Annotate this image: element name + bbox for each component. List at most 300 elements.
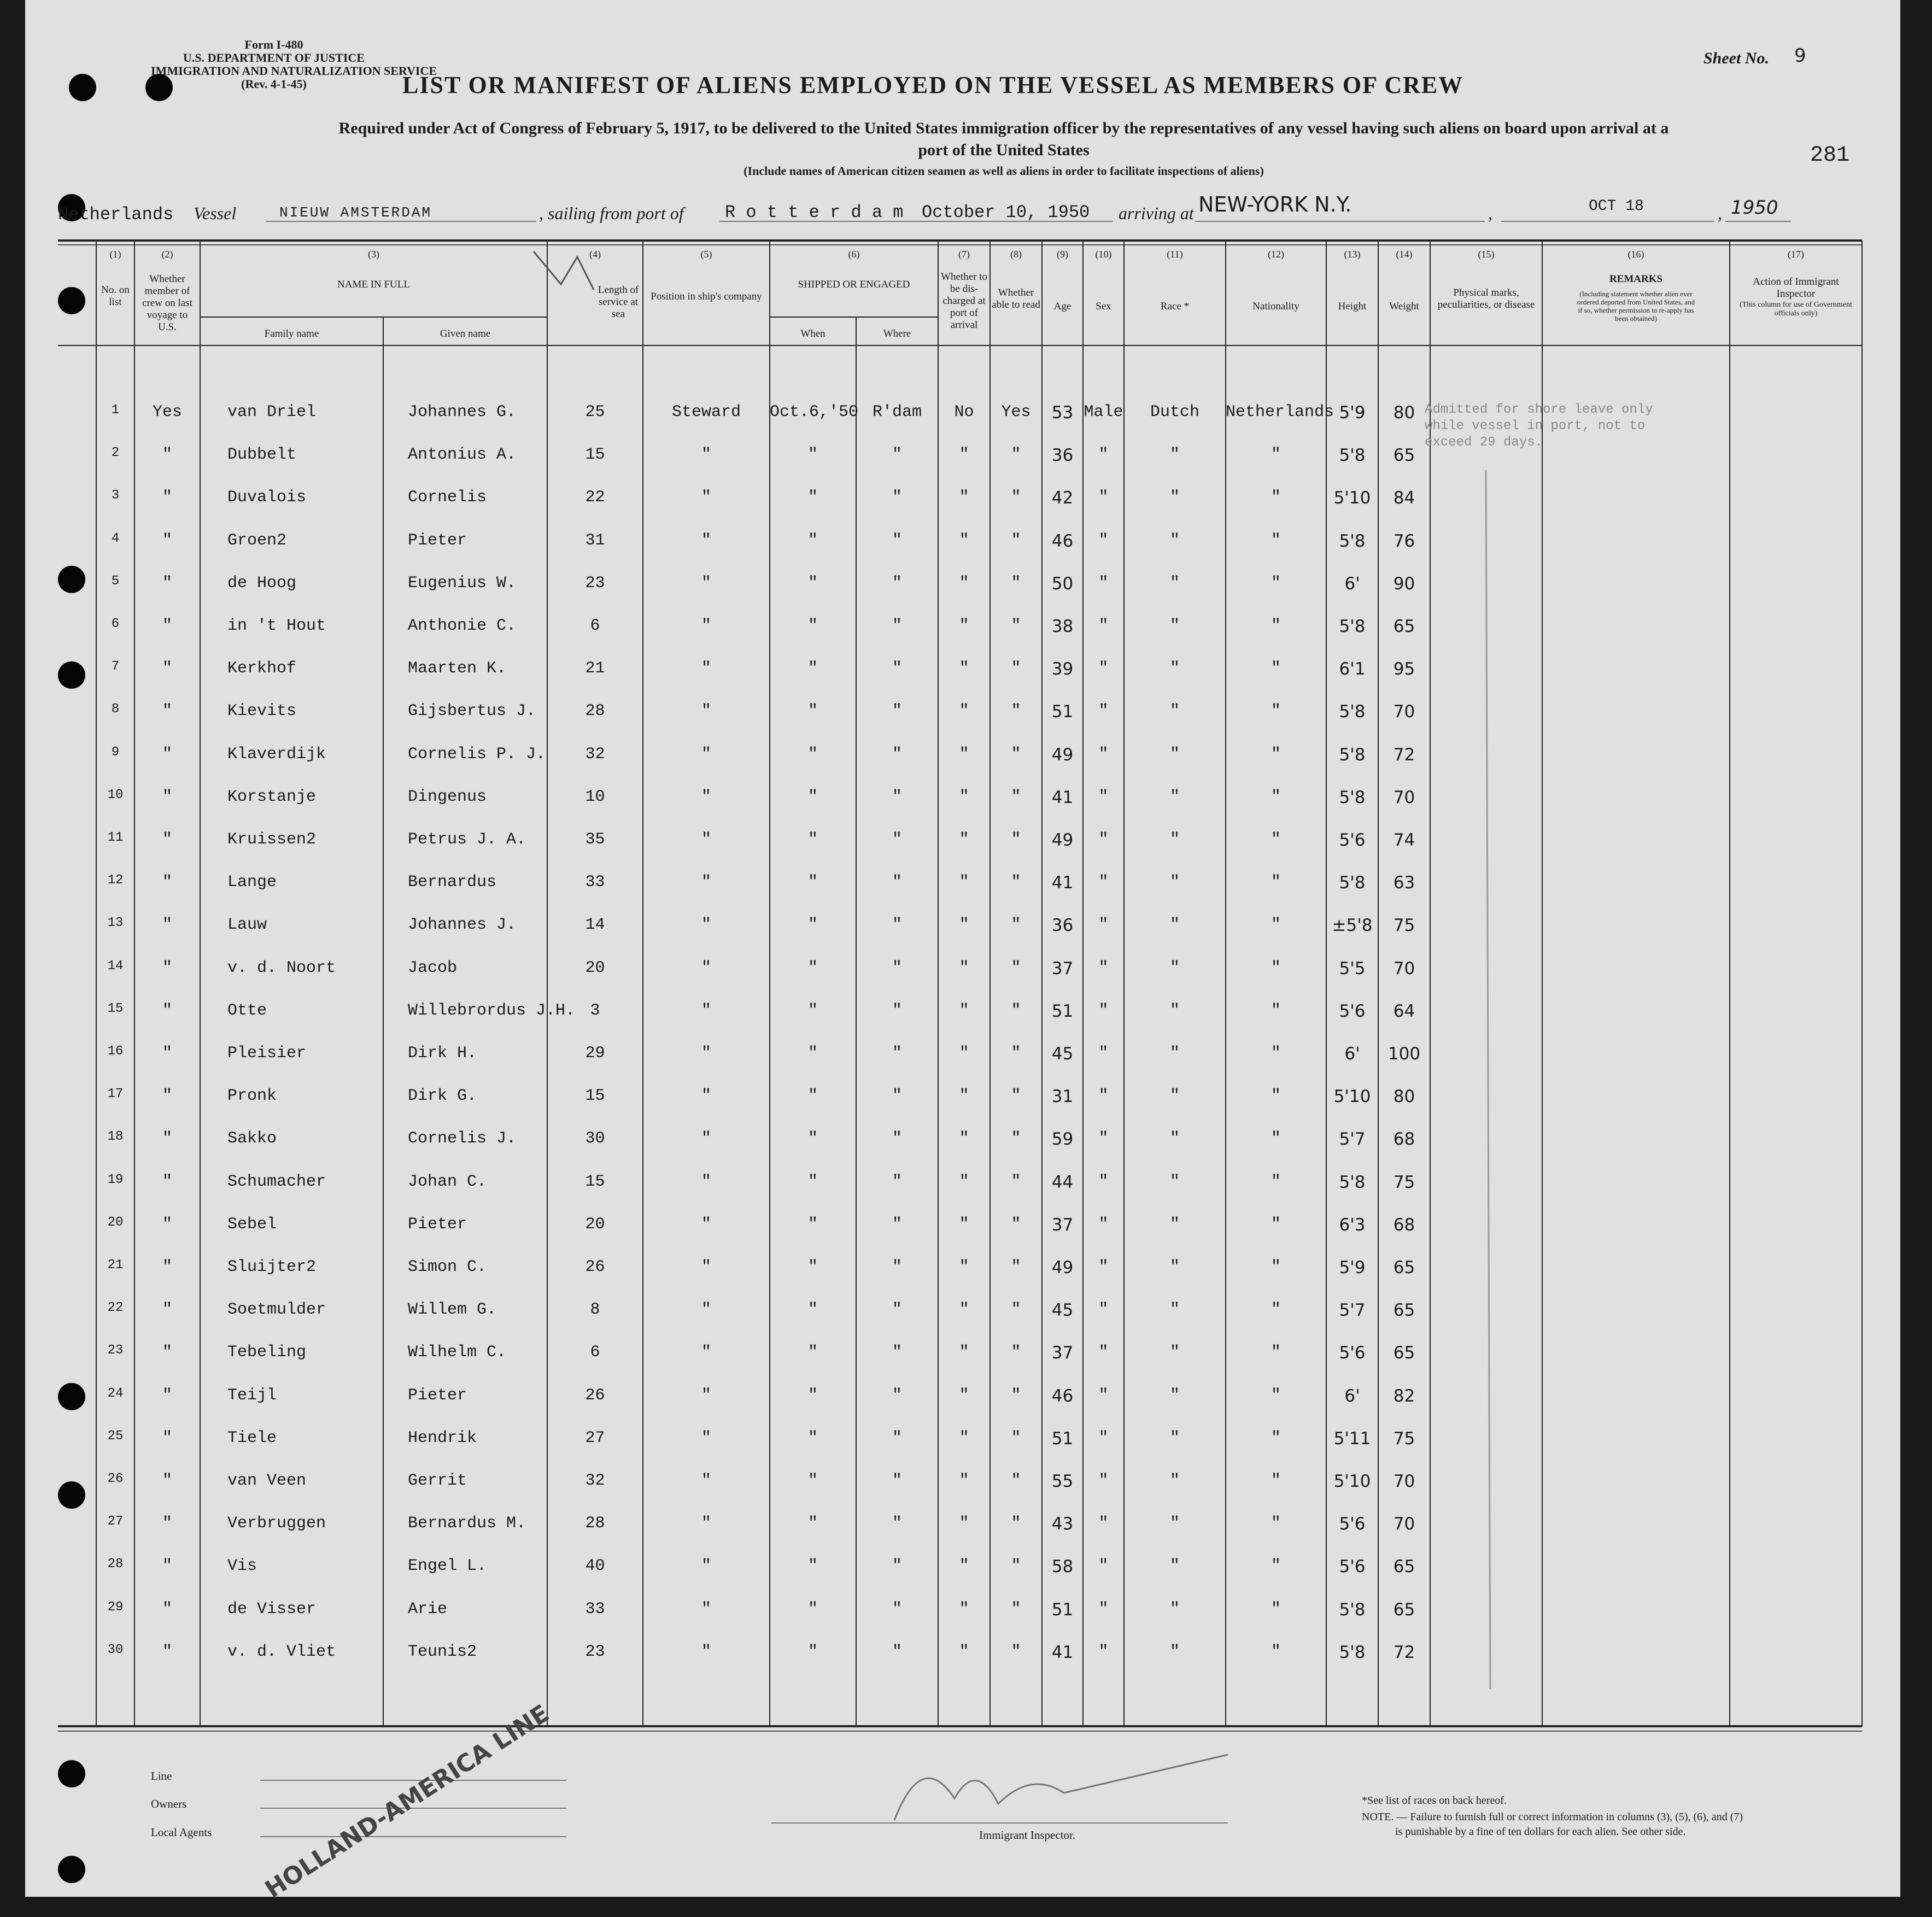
cell-race: "	[1169, 916, 1180, 935]
cell-when: "	[807, 958, 818, 977]
cell-read: "	[1011, 958, 1021, 977]
cell-no: 7	[111, 659, 120, 675]
sailing-label: , sailing from port of	[539, 203, 684, 223]
cell-family: Soetmulder	[227, 1300, 326, 1320]
cell-given: Pieter	[408, 1215, 467, 1234]
cell-crew: Yes	[152, 403, 182, 421]
cell-sex: "	[1098, 1386, 1109, 1405]
cell-when: "	[807, 702, 818, 721]
cell-where: "	[892, 873, 902, 892]
cell-height: 5'8	[1339, 617, 1366, 636]
cell-discharged: "	[959, 1044, 969, 1063]
cell-where: "	[892, 1642, 902, 1661]
cell-when: "	[807, 744, 818, 764]
cell-sex: "	[1098, 916, 1109, 935]
cell-weight: 70	[1393, 958, 1415, 978]
flag-value: Netherlands	[58, 204, 174, 225]
cell-family: Kerkhof	[227, 659, 297, 678]
col-header-shipped-engaged: SHIPPED OR ENGAGED	[798, 279, 910, 290]
col-num-3: (3)	[368, 249, 379, 260]
cell-nationality: "	[1271, 1514, 1281, 1533]
sheet-label: Sheet No.	[1703, 49, 1769, 67]
cell-when: "	[807, 787, 818, 806]
subtitle-line2: port of the United States	[918, 141, 1090, 159]
col-num-12: (12)	[1268, 249, 1284, 260]
cell-where: "	[892, 1129, 902, 1148]
cell-weight: 100	[1387, 1044, 1421, 1064]
cell-age: 36	[1051, 445, 1074, 466]
cell-height: 5'5	[1339, 958, 1366, 978]
cell-crew: "	[162, 1514, 172, 1533]
cell-service: 31	[585, 531, 605, 550]
cell-race: "	[1169, 1642, 1180, 1661]
cell-nationality: "	[1271, 1472, 1281, 1490]
cell-family: v. d. Vliet	[227, 1642, 336, 1661]
cell-given: Johan C.	[408, 1172, 487, 1191]
cell-family: Pronk	[227, 1087, 277, 1106]
cell-weight: 75	[1393, 1172, 1415, 1192]
cell-discharged: "	[959, 531, 969, 550]
cell-no: 30	[107, 1642, 124, 1657]
cell-no: 1	[111, 403, 120, 418]
cell-service: 32	[585, 744, 605, 764]
cell-when: "	[807, 617, 818, 635]
immigrant-inspector-label: Immigrant Inspector.	[979, 1828, 1076, 1842]
col-header-weight: Weight	[1389, 301, 1419, 312]
cell-weight: 63	[1393, 873, 1415, 893]
cell-discharged: "	[959, 617, 969, 635]
cell-no: 8	[111, 702, 120, 717]
cell-position: "	[701, 1599, 711, 1619]
cell-race: "	[1169, 488, 1180, 507]
cell-no: 4	[111, 531, 120, 546]
cell-position: "	[701, 787, 711, 806]
cell-height: 5'8	[1339, 531, 1366, 551]
cell-age: 49	[1051, 744, 1074, 765]
cell-nationality: "	[1271, 1386, 1281, 1405]
col-num-17: (17)	[1788, 249, 1804, 260]
col-num-13: (13)	[1344, 249, 1361, 260]
cell-race: "	[1169, 1472, 1180, 1490]
cell-service: 6	[590, 1343, 600, 1362]
cell-when: "	[807, 1044, 818, 1063]
cell-service: 27	[585, 1428, 605, 1447]
cell-crew: "	[162, 1172, 172, 1191]
cell-nationality: "	[1271, 916, 1281, 935]
col-num-10: (10)	[1095, 249, 1112, 260]
cell-race: "	[1169, 573, 1180, 593]
arrival-port: NEW-YORK N.Y.	[1198, 192, 1352, 216]
cell-read: "	[1011, 573, 1021, 593]
cell-family: Vis	[227, 1557, 257, 1576]
cell-height: 5'7	[1339, 1129, 1366, 1150]
cell-read: "	[1011, 1642, 1021, 1661]
cell-discharged: "	[959, 1129, 969, 1148]
cell-crew: "	[162, 1557, 172, 1576]
cell-height: 5'8	[1339, 787, 1366, 807]
cell-given: Cornelis P. J.	[408, 744, 546, 764]
cell-service: 23	[585, 1642, 605, 1661]
cell-position: "	[701, 958, 711, 977]
cell-where: "	[892, 1472, 902, 1490]
cell-sex: Male	[1084, 403, 1123, 421]
cell-family: Dubbelt	[227, 445, 297, 465]
cell-crew: "	[162, 1386, 172, 1405]
cell-when: "	[807, 873, 818, 892]
cell-service: 8	[590, 1300, 600, 1320]
cell-weight: 65	[1393, 617, 1415, 636]
cell-given: Eugenius W.	[408, 573, 517, 593]
col-num-14: (14)	[1396, 249, 1413, 260]
cell-no: 12	[107, 873, 124, 888]
cell-weight: 65	[1393, 1300, 1415, 1321]
cell-service: 15	[585, 445, 605, 465]
cell-given: Willem G.	[408, 1300, 497, 1320]
cell-age: 50	[1051, 573, 1074, 594]
cell-service: 21	[585, 659, 605, 678]
race-note: *See list of races on back hereof.	[1362, 1795, 1507, 1807]
cell-discharged: "	[959, 1300, 969, 1320]
col-header-given-name: Given name	[440, 328, 491, 339]
cell-weight: 82	[1393, 1386, 1415, 1406]
cell-discharged: "	[959, 1343, 969, 1362]
cell-sex: "	[1098, 1172, 1109, 1191]
cell-crew: "	[162, 787, 172, 806]
cell-read: "	[1011, 1557, 1021, 1576]
cell-given: Willebrordus J.H.	[408, 1001, 576, 1020]
cell-age: 41	[1051, 873, 1074, 893]
cell-age: 44	[1051, 1172, 1074, 1192]
cell-service: 25	[585, 403, 605, 421]
col-header-position: Position in ship's company	[651, 291, 762, 302]
cell-family: de Visser	[227, 1599, 317, 1619]
cell-position: "	[701, 873, 711, 892]
cell-where: R'dam	[872, 403, 922, 421]
cell-age: 46	[1051, 1386, 1074, 1406]
form-title: LIST OR MANIFEST OF ALIENS EMPLOYED ON THE VESSEL AS MEMBERS OF CREW	[402, 72, 1464, 98]
cell-crew: "	[162, 1428, 172, 1447]
cell-given: Maarten K.	[408, 659, 507, 678]
department: U.S. DEPARTMENT OF JUSTICE	[183, 51, 365, 65]
cell-age: 53	[1051, 403, 1074, 423]
subtitle-line1: Required under Act of Congress of February 5, 1917, to be delivered to the United States immigration officer by the representatives of any vessel having such aliens on board upon arrival at a	[338, 119, 1669, 137]
vessel-name: NIEUW AMSTERDAM	[279, 204, 432, 221]
cell-where: "	[892, 1514, 902, 1533]
cell-where: "	[892, 916, 902, 935]
cell-where: "	[892, 531, 902, 550]
cell-nationality: "	[1271, 1599, 1281, 1619]
cell-read: "	[1011, 1472, 1021, 1490]
cell-service: 26	[585, 1258, 605, 1276]
cell-when: "	[807, 1001, 818, 1020]
cell-crew: "	[162, 445, 172, 465]
cell-read: "	[1011, 617, 1021, 635]
cell-given: Gijsbertus J.	[408, 702, 536, 721]
cell-race: "	[1169, 744, 1180, 764]
cell-nationality: "	[1271, 1215, 1281, 1234]
cell-read: "	[1011, 916, 1021, 935]
cell-no: 19	[107, 1172, 124, 1187]
cell-discharged: "	[959, 744, 969, 764]
cell-no: 2	[111, 445, 120, 461]
cell-nationality: "	[1271, 958, 1281, 977]
cell-sex: "	[1098, 1129, 1109, 1148]
cell-nationality: "	[1271, 1044, 1281, 1063]
cell-height: 5'8	[1339, 873, 1366, 893]
cell-read: "	[1011, 830, 1021, 849]
cell-nationality: "	[1271, 488, 1281, 507]
cell-race: "	[1169, 873, 1180, 892]
cell-where: "	[892, 958, 902, 977]
form-number: Form I-480	[244, 38, 303, 51]
cell-height: 5'6	[1339, 1557, 1366, 1577]
cell-race: "	[1169, 445, 1180, 465]
cell-read: "	[1011, 1258, 1021, 1276]
cell-family: van Driel	[227, 403, 317, 421]
cell-when: "	[807, 1172, 818, 1191]
cell-no: 21	[107, 1258, 124, 1273]
cell-height: 5'6	[1339, 1001, 1366, 1021]
cell-position: "	[701, 617, 711, 635]
cell-discharged: No	[954, 403, 974, 421]
cell-no: 27	[107, 1514, 124, 1529]
cell-where: "	[892, 1044, 902, 1063]
cell-when: "	[807, 531, 818, 550]
col-header-name-in-full: NAME IN FULL	[337, 279, 410, 290]
cell-service: 33	[585, 1599, 605, 1619]
cell-discharged: "	[959, 659, 969, 678]
cell-no: 10	[107, 787, 124, 802]
cell-no: 15	[107, 1001, 124, 1016]
cell-family: Sakko	[227, 1129, 277, 1148]
cell-given: Jacob	[408, 958, 458, 977]
cell-discharged: "	[959, 1557, 969, 1576]
cell-height: 6'	[1344, 1044, 1360, 1064]
footer-rules	[25, 0, 1900, 1897]
cell-read: "	[1011, 1386, 1021, 1405]
cell-sex: "	[1098, 445, 1109, 465]
cell-crew: "	[162, 1258, 172, 1276]
cell-sex: "	[1098, 1001, 1109, 1020]
cell-crew: "	[162, 1300, 172, 1320]
cell-crew: "	[162, 617, 172, 635]
cell-position: "	[701, 1472, 711, 1490]
cell-race: "	[1169, 1087, 1180, 1106]
cell-sex: "	[1098, 659, 1109, 678]
cell-age: 41	[1051, 787, 1074, 807]
cell-given: Petrus J. A.	[408, 830, 526, 849]
col-header-discharged: Whether to be dis-charged at port of arrival	[941, 271, 987, 331]
cell-service: 29	[585, 1044, 605, 1063]
col-header-remarks: REMARKS	[1609, 273, 1663, 285]
cell-position: "	[701, 1343, 711, 1362]
cell-weight: 75	[1393, 916, 1415, 936]
cell-crew: "	[162, 916, 172, 935]
cell-where: "	[892, 1215, 902, 1234]
cell-weight: 72	[1393, 1642, 1415, 1662]
cell-sex: "	[1098, 1215, 1109, 1234]
cell-where: "	[892, 488, 902, 507]
cell-where: "	[892, 1172, 902, 1191]
cell-sex: "	[1098, 1428, 1109, 1447]
cell-given: Cornelis J.	[408, 1129, 517, 1148]
cell-race: "	[1169, 1129, 1180, 1148]
cell-when: "	[807, 1599, 818, 1619]
cell-sex: "	[1098, 1044, 1109, 1063]
cell-no: 26	[107, 1472, 124, 1486]
cell-family: de Hoog	[227, 573, 297, 593]
cell-age: 45	[1051, 1044, 1074, 1064]
cell-weight: 72	[1393, 744, 1415, 765]
cell-race: "	[1169, 659, 1180, 678]
col-header-family-name: Family name	[264, 328, 319, 339]
cell-nationality: "	[1271, 531, 1281, 550]
col-header-able-to-read: Whether able to read	[992, 287, 1040, 310]
cell-race: "	[1169, 958, 1180, 977]
cell-nationality: "	[1271, 1172, 1281, 1191]
cell-discharged: "	[959, 1514, 969, 1533]
cell-nationality: "	[1271, 1258, 1281, 1276]
cell-given: Dirk G.	[408, 1087, 477, 1106]
revision: (Rev. 4-1-45)	[241, 77, 307, 91]
col-num-15: (15)	[1478, 249, 1495, 260]
col-header-height: Height	[1338, 301, 1367, 312]
cell-race: "	[1169, 1172, 1180, 1191]
sailing-date: October 10, 1950	[922, 202, 1090, 222]
cell-family: Teijl	[227, 1386, 277, 1405]
cell-race: "	[1169, 787, 1180, 806]
cell-given: Dingenus	[408, 787, 487, 806]
cell-position: "	[701, 1514, 711, 1533]
cell-given: Bernardus	[408, 873, 497, 892]
cell-no: 24	[107, 1386, 124, 1401]
cell-age: 46	[1051, 531, 1074, 551]
col-num-11: (11)	[1167, 249, 1183, 260]
cell-race: "	[1169, 1599, 1180, 1619]
cell-sex: "	[1098, 1258, 1109, 1276]
cell-where: "	[892, 830, 902, 849]
cell-discharged: "	[959, 1472, 969, 1490]
cell-family: Sebel	[227, 1215, 277, 1234]
cell-height: 5'10	[1333, 1087, 1371, 1107]
cell-where: "	[892, 1258, 902, 1276]
cell-when: "	[807, 1300, 818, 1320]
cell-age: 38	[1051, 617, 1074, 636]
cell-position: "	[701, 445, 711, 465]
cell-given: Pieter	[408, 531, 467, 550]
cell-height: 5'10	[1333, 488, 1371, 508]
cell-crew: "	[162, 573, 172, 593]
cell-discharged: "	[959, 830, 969, 849]
cell-age: 49	[1051, 1258, 1074, 1277]
cell-where: "	[892, 1557, 902, 1576]
cell-height: 5'9	[1339, 1258, 1366, 1277]
cell-service: 26	[585, 1386, 605, 1405]
departure-port: R o t t e r d a m	[725, 202, 904, 222]
penalty-note-line2: is punishable by a fine of ten dollars for each alien. See other side.	[1395, 1826, 1686, 1838]
col-header-length-of-service: Length of service at sea	[598, 284, 639, 320]
col-header-physical-marks: Physical marks, peculiarities, or disease	[1437, 287, 1535, 310]
cell-height: 6'3	[1339, 1215, 1366, 1235]
col-header-crew-last-voyage: Whether member of crew on last voyage to U.S.	[142, 273, 192, 333]
cell-position: "	[701, 1557, 711, 1576]
cell-service: 15	[585, 1087, 605, 1106]
cell-position: "	[701, 1642, 711, 1661]
cell-family: Groen2	[227, 531, 287, 550]
cell-sex: "	[1098, 1472, 1109, 1490]
cell-family: Kievits	[227, 702, 297, 721]
note-label: NOTE.	[1362, 1811, 1394, 1823]
cell-when: "	[807, 1087, 818, 1106]
cell-nationality: "	[1271, 873, 1281, 892]
cell-sex: "	[1098, 1599, 1109, 1619]
cell-weight: 80	[1393, 1087, 1415, 1107]
cell-sex: "	[1098, 830, 1109, 849]
cell-position: "	[701, 1386, 711, 1405]
cell-when: "	[807, 1642, 818, 1661]
cell-where: "	[892, 573, 902, 593]
cell-sex: "	[1098, 1642, 1109, 1661]
cell-read: "	[1011, 1044, 1021, 1063]
cell-age: 37	[1051, 1215, 1074, 1235]
cell-no: 17	[107, 1087, 124, 1102]
cell-age: 51	[1051, 1001, 1074, 1021]
cell-weight: 65	[1393, 1343, 1415, 1363]
cell-nationality: "	[1271, 1300, 1281, 1320]
cell-family: Lauw	[227, 916, 267, 935]
cell-height: 5'6	[1339, 1343, 1366, 1363]
cell-no: 5	[111, 573, 120, 589]
cell-age: 51	[1051, 1599, 1074, 1620]
cell-discharged: "	[959, 1087, 969, 1106]
cell-when: "	[807, 916, 818, 935]
cell-given: Engel L.	[408, 1557, 487, 1576]
cell-family: Sluijter2	[227, 1258, 317, 1276]
cell-service: 28	[585, 702, 605, 721]
cell-age: 37	[1051, 1343, 1074, 1363]
cell-sex: "	[1098, 1514, 1109, 1533]
subtitle-note: (Include names of American citizen seamen as well as aliens in order to facilitate inspections of aliens)	[743, 164, 1264, 178]
cell-race: "	[1169, 617, 1180, 635]
cell-where: "	[892, 1343, 902, 1362]
cell-when: "	[807, 1129, 818, 1148]
remarks-pencil-note: Admitted for shore leave only while vessel in port, not to exceed 29 days.	[1425, 402, 1653, 450]
col-num-16: (16)	[1627, 249, 1644, 260]
cell-crew: "	[162, 1129, 172, 1148]
cell-weight: 95	[1393, 659, 1415, 679]
cell-read: "	[1011, 1215, 1021, 1234]
cell-age: 43	[1051, 1514, 1074, 1534]
cell-given: Teunis2	[408, 1642, 477, 1661]
cell-nationality: "	[1271, 1557, 1281, 1576]
cell-when: "	[807, 1514, 818, 1533]
cell-nationality: "	[1271, 1129, 1281, 1148]
cell-no: 13	[107, 916, 124, 931]
footer-local-agents-label: Local Agents	[151, 1826, 212, 1839]
cell-read: "	[1011, 531, 1021, 550]
col-num-6: (6)	[848, 249, 860, 260]
cell-discharged: "	[959, 488, 969, 507]
cell-age: 59	[1051, 1129, 1074, 1150]
cell-family: Kruissen2	[227, 830, 317, 849]
cell-service: 20	[585, 958, 605, 977]
cell-race: "	[1169, 1258, 1180, 1276]
cell-service: 23	[585, 573, 605, 593]
cell-service: 15	[585, 1172, 605, 1191]
cell-weight: 70	[1393, 1514, 1415, 1534]
cell-family: Lange	[227, 873, 277, 892]
cell-where: "	[892, 1428, 902, 1447]
